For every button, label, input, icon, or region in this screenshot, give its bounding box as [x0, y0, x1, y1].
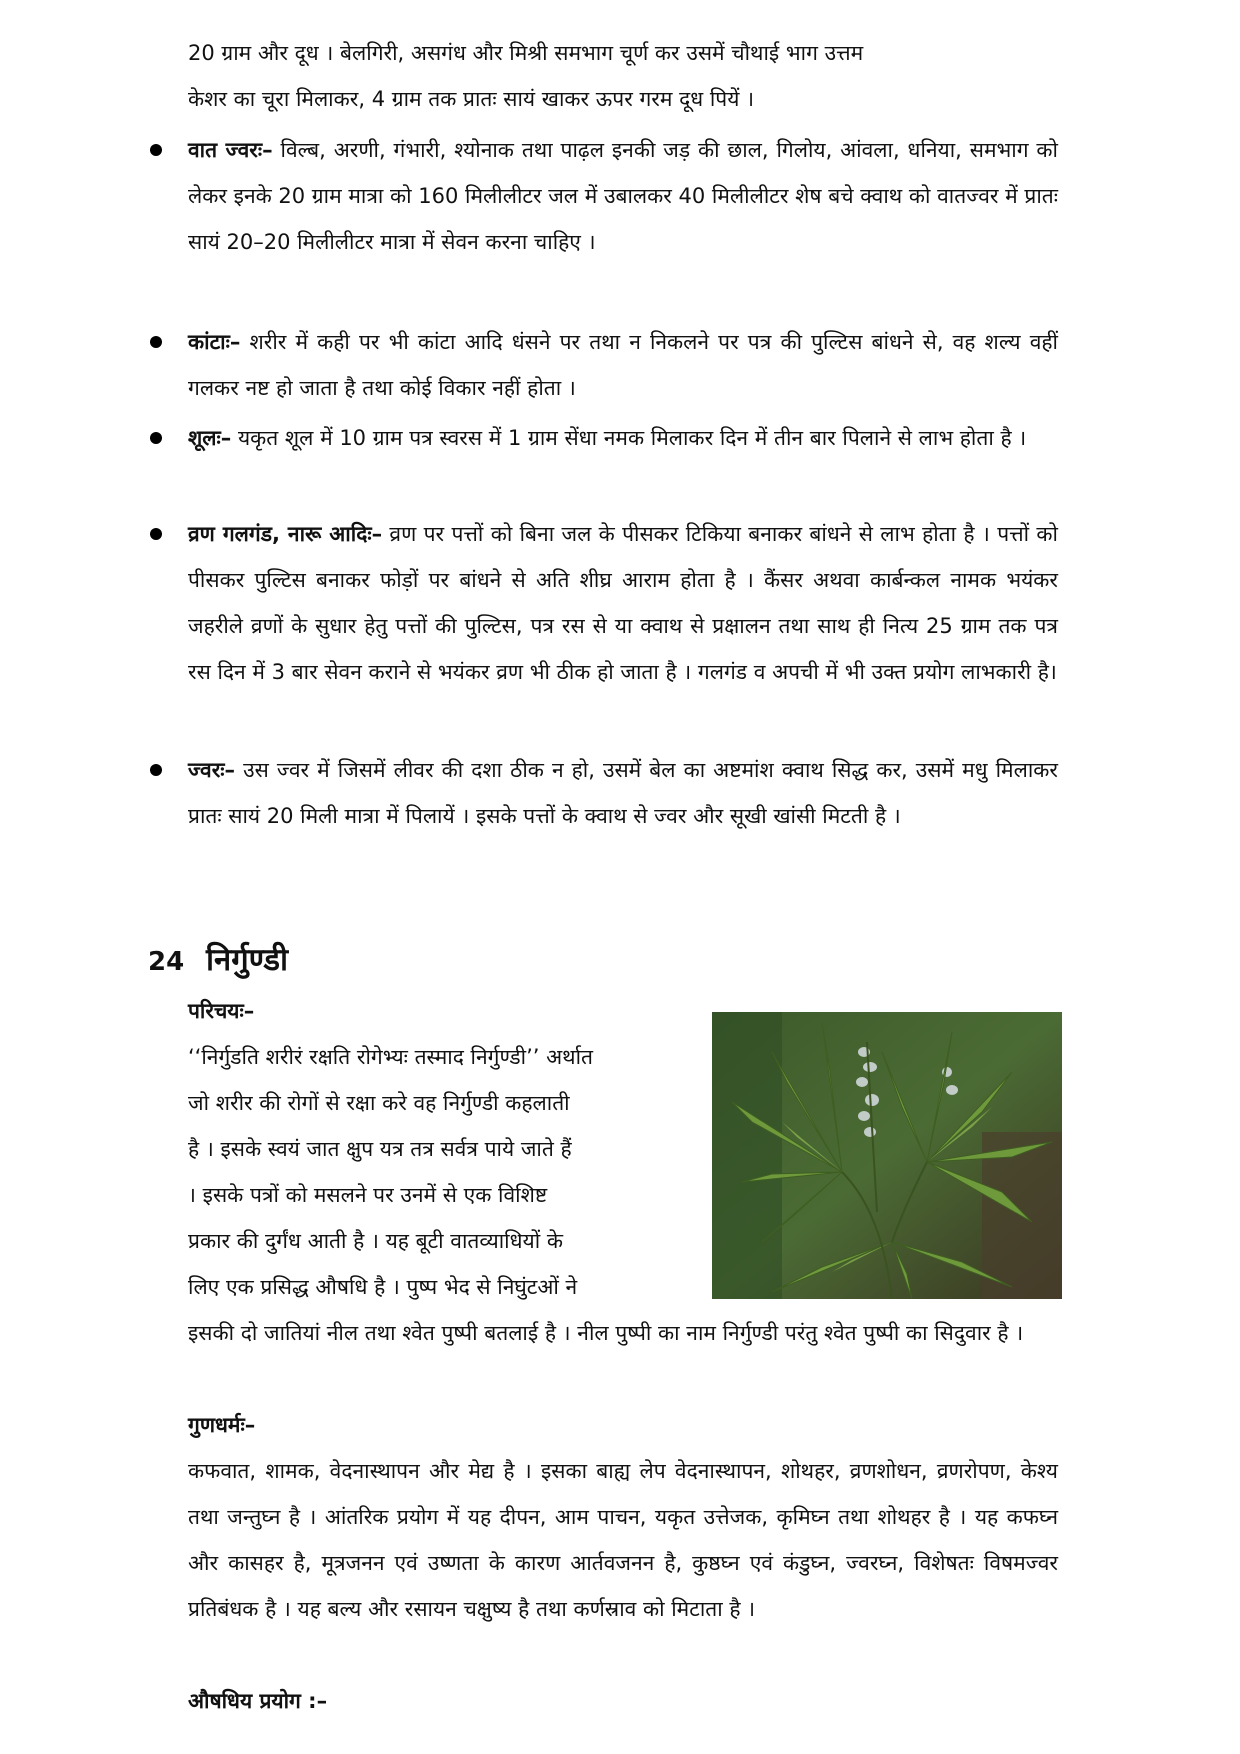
list-item-jwar	[188, 747, 1058, 839]
bullet-text: उस ज्वर में जिसमें लीवर की दशा ठीक न हो, उसमें बेल का अष्टमांश क्वाथ सिद्ध कर, उसमें मधु मिलाकर प्रातः सायं 20 मिली मात्रा में पिलायें । इसके पत्तों के क्वाथ से ज्वर और सूखी खांसी मिटती है ।	[188, 758, 1058, 828]
continuation-line-1: 20 ग्राम और दूध । बेलगिरी, असगंध और मिश्री समभाग चूर्ण कर उसमें चौथाई भाग उत्तम	[188, 41, 864, 65]
bullet-text: यकृत शूल में 10 ग्राम पत्र स्वरस में 1 ग्राम सेंधा नमक मिलाकर दिन में तीन बार पिलाने से लाभ होता है ।	[231, 426, 1027, 450]
bullet-term: वात ज्वरः–	[188, 138, 273, 162]
properties-paragraph: कफवात, शामक, वेदनास्थापन और मेद्य है । इसका बाह्य लेप वेदनास्थापन, शोथहर, व्रणशोधन, व्रणरोपण, केश्य तथा जन्तुघ्न है । आंतरिक प्रयोग में यह दीपन, आम पाचन, यकृत उत्तेजक, कृमिघ्न तथा शोथहर है । यह कफघ्न और कासहर है, मूत्रजनन एवं उष्णता के कारण आर्तवजनन है, कुष्ठघ्न एवं कंडुघ्न, ज्वरघ्न, विशेषतः विषमज्वर प्रतिबंधक है । यह बल्य और रसायन चक्षुष्य है तथा कर्णस्राव को मिटाता है ।	[188, 1459, 1058, 1621]
intro-continued-paragraph: इसकी दो जातियां नील तथा श्वेत पुष्पी बतलाई है । नील पुष्पी का नाम निर्गुण्डी परंतु श्वेत पुष्पी का सिदुवार है ।	[188, 1321, 1024, 1345]
intro-paragraph	[188, 1034, 692, 1310]
nirgundi-plant-photo	[712, 1012, 1062, 1299]
intro-line: । इसके पत्रों को मसलने पर उनमें से एक विशिष्ट	[188, 1183, 548, 1207]
bullet-text: शरीर में कही पर भी कांटा आदि धंसने पर तथा न निकलने पर पत्र की पुल्टिस बांधने से, वह शल्य वहीं गलकर नष्ट हो जाता है तथा कोई विकार नहीं होता ।	[188, 330, 1058, 400]
list-item-kanta	[188, 319, 1058, 411]
section-number: 24	[148, 947, 185, 977]
intro-line: लिए एक प्रसिद्ध औषधि है । पुष्प भेद से निघुंटओं ने	[188, 1275, 578, 1299]
continuation-paragraph	[188, 30, 1058, 122]
bullet-text: व्रण पर पत्तों को बिना जल के पीसकर टिकिया बनाकर बांधने से लाभ होता है । पत्तों को पीसकर पुल्टिस बनाकर फोड़ों पर बांधने से अति शीघ्र आराम होता है । कैंसर अथवा कार्बन्कल नामक भयंकर जहरीले व्रणों के सुधार हेतु पत्तों की पुल्टिस, पत्र रस से या क्वाथ से प्रक्षालन तथा साथ ही नित्य 25 ग्राम तक पत्र रस दिन में 3 बार सेवन कराने से भयंकर व्रण भी ठीक हो जाता है । गलगंड व अपची में भी उक्त प्रयोग लाभकारी है।	[188, 522, 1058, 684]
intro-line: है । इसके स्वयं जात क्षुप यत्र तत्र सर्वत्र पाये जाते हैं	[188, 1137, 572, 1161]
bullet-text: विल्ब, अरणी, गंभारी, श्योनाक तथा पाढ़ल इनकी जड़ की छाल, गिलोय, आंवला, धनिया, समभाग को लेकर इनके 20 ग्राम मात्रा को 160 मिलीलीटर जल में उबालकर 40 मिलीलीटर शेष बचे क्वाथ को वातज्वर में प्रातः सायं 20–20 मिलीलीटर मात्रा में सेवन करना चाहिए ।	[188, 138, 1058, 254]
list-item-shool	[188, 415, 1058, 461]
usage-heading: औषधिय प्रयोग :–	[188, 1689, 328, 1713]
bullet-marker	[150, 336, 162, 348]
continuation-line-2: केशर का चूरा मिलाकर, 4 ग्राम तक प्रातः सायं खाकर ऊपर गरम दूध पियें ।	[188, 87, 755, 111]
section-heading	[148, 937, 288, 985]
bullet-term: शूलः–	[188, 426, 232, 450]
section-title: निर्गुण्डी	[206, 942, 289, 978]
list-item-vata-jwar	[188, 127, 1058, 265]
intro-line: जो शरीर की रोगों से रक्षा करे वह निर्गुण्डी कहलाती	[188, 1091, 570, 1115]
bullet-term: व्रण गलगंड, नारू आदिः–	[188, 522, 383, 546]
bullet-marker	[150, 432, 162, 444]
bullet-term: ज्वरः–	[188, 758, 236, 782]
list-item-vran	[188, 511, 1058, 695]
bullet-marker	[150, 144, 162, 156]
properties-heading: गुणधर्मः–	[188, 1413, 256, 1437]
bullet-marker	[150, 528, 162, 540]
bullet-term: कांटाः–	[188, 330, 241, 354]
intro-line: ‘‘निर्गुडति शरीरं रक्षति रोगेभ्यः तस्माद निर्गुण्डी’’ अर्थात	[188, 1045, 593, 1069]
bullet-marker	[150, 764, 162, 776]
intro-line: प्रकार की दुर्गंध आती है । यह बूटी वातव्याधियों के	[188, 1229, 563, 1253]
intro-heading: परिचयः–	[188, 999, 255, 1023]
